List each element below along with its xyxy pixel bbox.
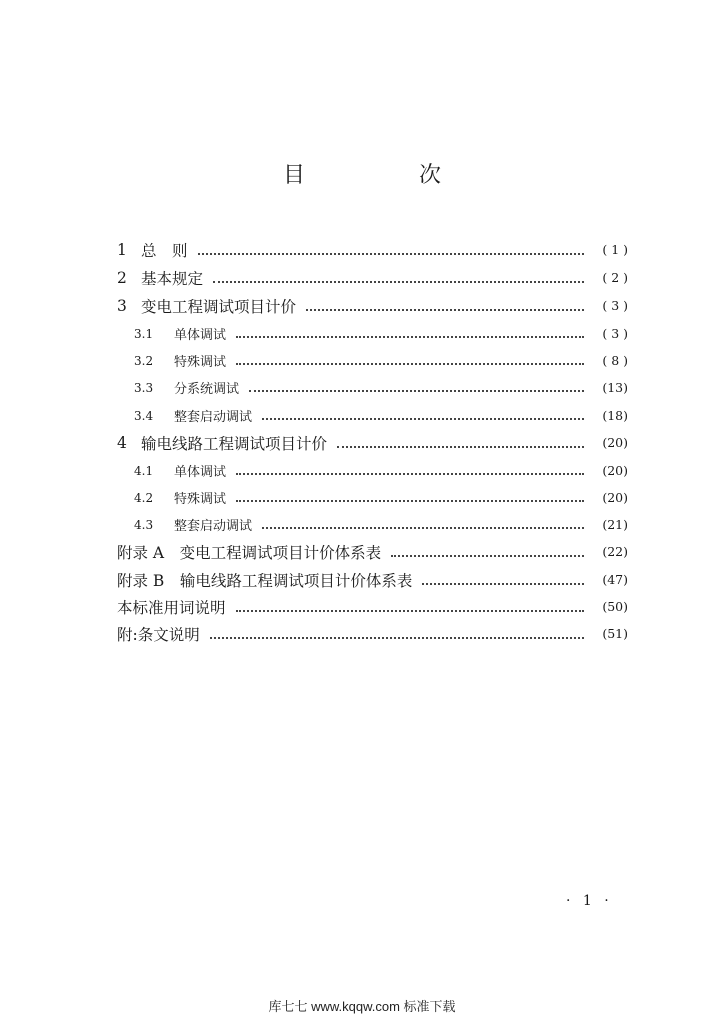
toc-entry-number: 3 xyxy=(117,296,127,315)
dot-leader xyxy=(249,377,584,392)
toc-entry-page: (47) xyxy=(602,572,628,587)
toc-entry-2[interactable] xyxy=(117,264,628,291)
dot-leader xyxy=(262,405,584,420)
toc-entry-number: 3.4 xyxy=(134,408,154,423)
dot-leader xyxy=(236,350,584,365)
toc-entry-1[interactable] xyxy=(117,236,628,263)
toc-entry-appendix-b[interactable] xyxy=(117,566,628,593)
dot-leader xyxy=(198,238,584,256)
toc-entry-label: 特殊调试 xyxy=(174,355,227,370)
toc-entry-label: 输电线路工程调试项目计价 xyxy=(141,434,328,453)
toc-entry-number: 1 xyxy=(117,240,127,259)
toc-entry-appendix-a[interactable] xyxy=(117,538,628,565)
toc-entry-3-2[interactable] xyxy=(134,347,628,374)
toc-entry-number: 4.1 xyxy=(134,463,154,478)
toc-entry-label: 单体调试 xyxy=(174,328,227,343)
toc-entry-label: 整套启动调试 xyxy=(174,410,253,425)
toc-entry-page: ( 3 ) xyxy=(602,298,628,313)
dot-leader xyxy=(236,595,584,613)
toc-entry-3[interactable] xyxy=(117,292,628,319)
toc-entry-page: ( 3 ) xyxy=(602,326,628,341)
toc-entry-3-1[interactable] xyxy=(134,320,628,347)
dot-leader xyxy=(236,323,584,338)
dot-leader xyxy=(213,266,584,284)
dot-leader xyxy=(391,540,584,558)
toc-entry-number: 3.3 xyxy=(134,380,154,395)
toc-entry-4-2[interactable] xyxy=(134,484,628,511)
toc-entry-number: 4 xyxy=(117,433,127,452)
toc-entry-wording[interactable] xyxy=(117,593,628,620)
dot-leader xyxy=(306,294,584,312)
toc-entry-label: 总 则 xyxy=(141,241,188,260)
toc-entry-number: 4.3 xyxy=(134,517,154,532)
page-number: · 1 · xyxy=(566,893,613,909)
toc-entry-page: (50) xyxy=(602,599,628,614)
toc-entry-3-4[interactable] xyxy=(134,402,628,429)
dot-leader xyxy=(236,487,584,502)
toc-entry-label: 单体调试 xyxy=(174,465,227,480)
toc-entry-number: 3.1 xyxy=(134,326,154,341)
toc-entry-4-3[interactable] xyxy=(134,511,628,538)
dot-leader xyxy=(262,514,584,529)
toc-entry-number: 2 xyxy=(117,268,127,287)
toc-entry-page: ( 1 ) xyxy=(602,242,628,257)
toc-entry-page: (20) xyxy=(602,490,628,505)
toc-entry-number: 4.2 xyxy=(134,490,154,505)
toc-entry-4-1[interactable] xyxy=(134,457,628,484)
toc-entry-label: 附录 A 变电工程调试项目计价体系表 xyxy=(117,543,382,562)
toc-entry-page: (20) xyxy=(602,463,628,478)
toc-entry-label: 附:条文说明 xyxy=(117,625,200,644)
toc-entry-4[interactable] xyxy=(117,429,628,456)
toc-entry-label: 整套启动调试 xyxy=(174,519,253,534)
toc-entry-page: (21) xyxy=(602,517,628,532)
toc-entry-label: 分系统调试 xyxy=(174,382,240,397)
dot-leader xyxy=(210,622,584,640)
toc-entry-page: (51) xyxy=(602,626,628,641)
toc-entry-page: ( 8 ) xyxy=(602,353,628,368)
toc-entry-page: (13) xyxy=(602,380,628,395)
toc-entry-label: 附录 B 输电线路工程调试项目计价体系表 xyxy=(117,571,413,590)
toc-entry-number: 3.2 xyxy=(134,353,154,368)
toc-entry-label: 特殊调试 xyxy=(174,492,227,507)
toc-entry-explanation[interactable] xyxy=(117,620,628,647)
dot-leader xyxy=(337,431,584,449)
dot-leader xyxy=(422,568,584,586)
toc-entry-label: 基本规定 xyxy=(141,269,204,288)
toc-entry-page: (18) xyxy=(602,408,628,423)
toc-entry-label: 变电工程调试项目计价 xyxy=(141,297,297,316)
toc-entry-page: (20) xyxy=(602,435,628,450)
toc-entry-label: 本标准用词说明 xyxy=(117,598,226,617)
dot-leader xyxy=(236,460,584,475)
toc-entry-page: (22) xyxy=(602,544,628,559)
toc-entry-3-3[interactable] xyxy=(134,374,628,401)
watermark: 库七七 www.kqqw.com 标准下载 xyxy=(268,999,456,1014)
page-title: 目 次 xyxy=(282,163,487,188)
toc-entry-page: ( 2 ) xyxy=(602,270,628,285)
